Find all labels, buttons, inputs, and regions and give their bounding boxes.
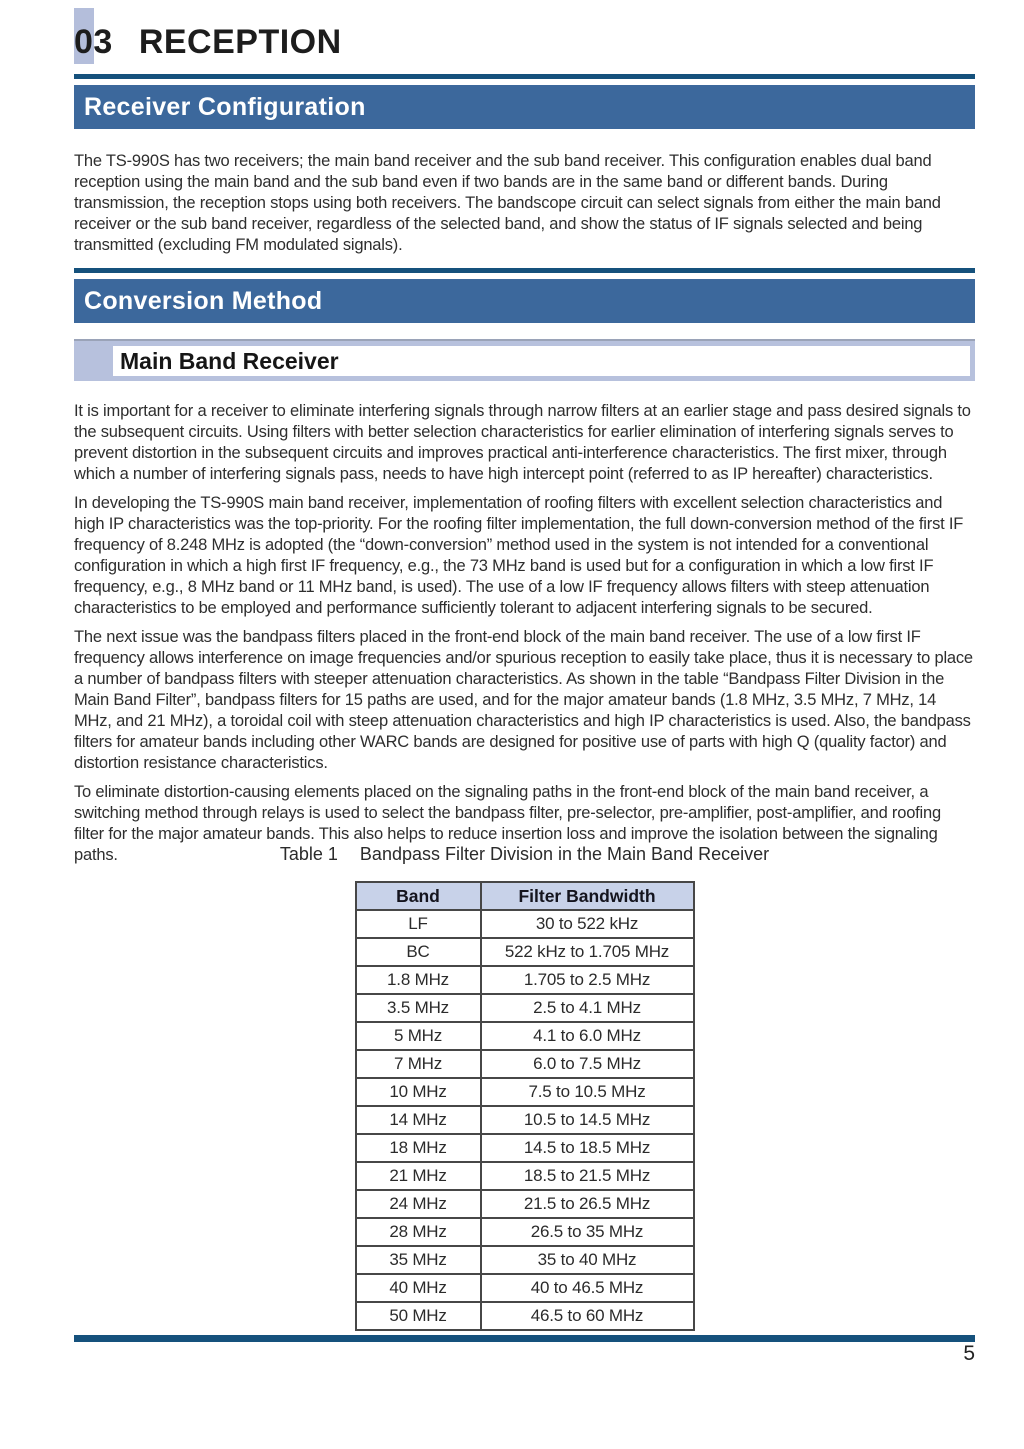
bandwidth-cell: 21.5 to 26.5 MHz xyxy=(481,1190,694,1218)
paragraph: To eliminate distortion-causing elements placed on the signaling paths in the front-end block of the main band receiver, a switching method through relays is used to select the bandpass filter, pre-selector, pre-amplifier, post-amplifier, and roofing filter for the major amateur bands. This also helps to reduce insertion loss and improve the isolation between the signaling paths. xyxy=(74,783,941,864)
band-cell: LF xyxy=(356,910,481,938)
bandwidth-cell: 30 to 522 kHz xyxy=(481,910,694,938)
bandwidth-cell: 522 kHz to 1.705 MHz xyxy=(481,938,694,966)
table-row xyxy=(356,1302,694,1330)
bandpass-filter-table xyxy=(355,881,695,1331)
bandpass-filter-table-zone xyxy=(74,844,975,1331)
table-header-band: Band xyxy=(356,882,481,910)
bandwidth-cell: 6.0 to 7.5 MHz xyxy=(481,1050,694,1078)
paragraph: In developing the TS-990S main band receiver, implementation of roofing filters with excellent selection characteristics and high IP characteristics was the top-priority. For the roofing filter implementation, the full down-conversion method of the first IF frequency of 8.248 MHz is adopted (the “down-conversion” method used in the system is not intended for a conventional configuration in which a high first IF frequency, e.g., the 73 MHz band is used but for a configuration in which a low first IF frequency, e.g., 8 MHz band or 11 MHz band, is used). The use of a low IF frequency allows filters with steep attenuation characteristics to be employed and performance sufficiently tolerant to adjacent interfering signals to be secured. xyxy=(74,494,964,617)
table-row xyxy=(356,1134,694,1162)
section-title: Receiver Configuration xyxy=(84,92,366,121)
table-row xyxy=(356,1218,694,1246)
band-cell: 50 MHz xyxy=(356,1302,481,1330)
bandwidth-cell: 40 to 46.5 MHz xyxy=(481,1274,694,1302)
page-number: 5 xyxy=(963,1342,975,1365)
bandwidth-cell: 2.5 to 4.1 MHz xyxy=(481,994,694,1022)
table-row xyxy=(356,1050,694,1078)
band-cell: 28 MHz xyxy=(356,1218,481,1246)
main-band-receiver-subbanner xyxy=(74,339,975,381)
section-receiver-configuration xyxy=(74,74,975,256)
footer-rule xyxy=(74,1335,975,1342)
table-row xyxy=(356,1162,694,1190)
table-row xyxy=(356,966,694,994)
bandwidth-cell: 4.1 to 6.0 MHz xyxy=(481,1022,694,1050)
table-row xyxy=(356,910,694,938)
band-cell: 24 MHz xyxy=(356,1190,481,1218)
paragraph: The next issue was the bandpass filters placed in the front-end block of the main band receiver. The use of a low first IF frequency allows interference on image frequencies and/or spurious reception to easily take place, thus it is necessary to place a number of bandpass filters with steeper attenuation characteristics. As shown in the table “Bandpass Filter Division in the Main Band Filter”, bandpass filters for 15 paths are used, and for the major amateur bands (1.8 MHz, 3.5 MHz, 7 MHz, 14 MHz, and 21 MHz), a toroidal coil with steep attenuation characteristics and high IP characteristics is used. Also, the bandpass filters for amateur bands including other WARC bands are designed for positive use of parts with high Q (quality factor) and distortion resistance characteristics. xyxy=(74,628,973,772)
band-cell: 3.5 MHz xyxy=(356,994,481,1022)
table-row xyxy=(356,1246,694,1274)
receiver-configuration-banner xyxy=(74,74,975,129)
table-row xyxy=(356,1274,694,1302)
section-title: Conversion Method xyxy=(84,286,323,315)
paragraph: It is important for a receiver to eliminate interfering signals through narrow filters at an earlier stage and pass desired signals to the subsequent circuits. Using filters with better selection characteristics for earlier elimination of interfering signals serves to prevent distortion in the subsequent circuits and improves practical anti-interference characteristics. The first mixer, through which a number of interfering signals pass, needs to have high intercept point (referred to as IP hereafter) characteristics. xyxy=(74,402,971,483)
conversion-method-banner xyxy=(74,268,975,323)
subsection-title: Main Band Receiver xyxy=(120,347,339,374)
band-cell: 10 MHz xyxy=(356,1078,481,1106)
bandwidth-cell: 14.5 to 18.5 MHz xyxy=(481,1134,694,1162)
band-cell: 1.8 MHz xyxy=(356,966,481,994)
section-title-bar xyxy=(74,85,975,129)
table-row xyxy=(356,1022,694,1050)
band-cell: 14 MHz xyxy=(356,1106,481,1134)
subsection-title-box xyxy=(113,346,970,376)
band-cell: BC xyxy=(356,938,481,966)
table-row xyxy=(356,994,694,1022)
bandwidth-cell: 35 to 40 MHz xyxy=(481,1246,694,1274)
table-caption-label: Table 1 xyxy=(279,844,338,864)
chapter-title: RECEPTION xyxy=(138,23,342,61)
band-cell: 7 MHz xyxy=(356,1050,481,1078)
table-row xyxy=(356,1078,694,1106)
band-cell: 5 MHz xyxy=(356,1022,481,1050)
table-caption-text: Bandpass Filter Division in the Main Band Receiver xyxy=(359,844,770,864)
table-row xyxy=(356,938,694,966)
table-header-row xyxy=(356,882,694,910)
band-cell: 40 MHz xyxy=(356,1274,481,1302)
band-cell: 18 MHz xyxy=(356,1134,481,1162)
table-header-filter-bandwidth: Filter Bandwidth xyxy=(481,882,694,910)
table-row xyxy=(356,1190,694,1218)
bandwidth-cell: 18.5 to 21.5 MHz xyxy=(481,1162,694,1190)
table-caption xyxy=(74,844,975,865)
table-row xyxy=(356,1106,694,1134)
bandwidth-cell: 46.5 to 60 MHz xyxy=(481,1302,694,1330)
bandwidth-cell: 26.5 to 35 MHz xyxy=(481,1218,694,1246)
band-cell: 35 MHz xyxy=(356,1246,481,1274)
bandwidth-cell: 7.5 to 10.5 MHz xyxy=(481,1078,694,1106)
chapter-header xyxy=(74,20,975,64)
section-conversion-method xyxy=(74,268,975,866)
band-cell: 21 MHz xyxy=(356,1162,481,1190)
section-title-bar xyxy=(74,279,975,323)
bandwidth-cell: 1.705 to 2.5 MHz xyxy=(481,966,694,994)
paragraph: The TS-990S has two receivers; the main band receiver and the sub band receiver. This configuration enables dual band reception using the main band and the sub band even if two bands are in the same band or different bands. During transmission, the reception stops using both receivers. The bandscope circuit can select signals from either the main band receiver or the sub band receiver, regardless of the selected band, and show the status of IF signals selected and being transmitted (excluding FM modulated signals). xyxy=(74,152,941,254)
bandwidth-cell: 10.5 to 14.5 MHz xyxy=(481,1106,694,1134)
chapter-number: 03 xyxy=(74,23,113,61)
